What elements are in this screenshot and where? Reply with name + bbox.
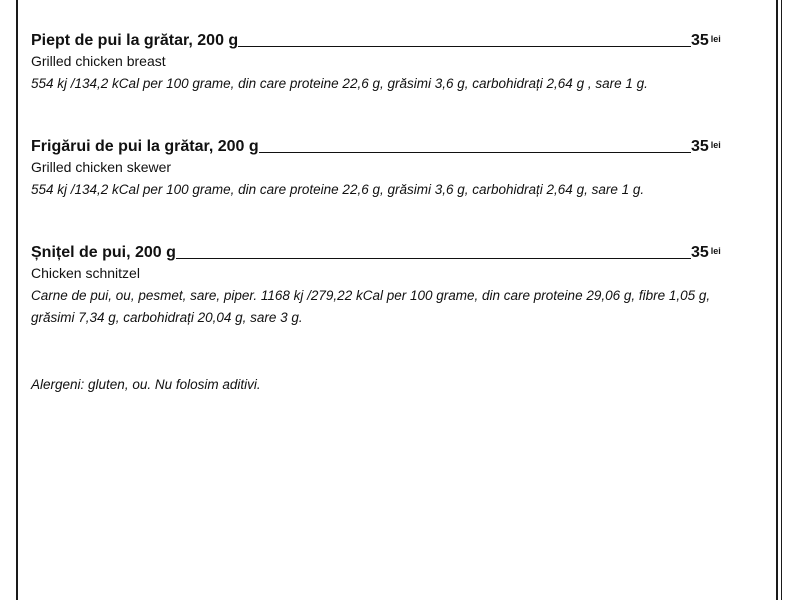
menu-item bbox=[31, 24, 761, 95]
menu-item-price: 35 bbox=[691, 32, 709, 49]
menu-item-currency: lei bbox=[710, 34, 721, 44]
dotted-leader-line bbox=[259, 151, 691, 153]
menu-item bbox=[31, 236, 761, 329]
menu-item-price: 35 bbox=[691, 244, 709, 261]
menu-item-nutrition: 554 kj /134,2 kCal per 100 grame, din care proteine 22,6 g, grăsimi 3,6 g, carbohidrați 2,64 g, sare 1 g. bbox=[31, 182, 645, 197]
menu-item-nutrition: 554 kj /134,2 kCal per 100 grame, din care proteine 22,6 g, grăsimi 3,6 g, carbohidrați 2,64 g , sare 1 g. bbox=[31, 76, 648, 91]
allergens-note: Alergeni: gluten, ou. Nu folosim aditivi. bbox=[31, 377, 261, 392]
dotted-leader-line bbox=[176, 257, 691, 259]
dotted-leader-line bbox=[238, 45, 691, 47]
menu-item-currency: lei bbox=[710, 140, 721, 150]
menu-item-english-name: Grilled chicken breast bbox=[31, 53, 166, 69]
price-box bbox=[691, 32, 761, 50]
page-border-left bbox=[16, 0, 18, 600]
menu-item-english-name: Chicken schnitzel bbox=[31, 265, 140, 281]
page-border-right bbox=[776, 0, 778, 600]
menu-item-price: 35 bbox=[691, 138, 709, 155]
menu-item-name: Piept de pui la grătar, 200 g bbox=[31, 32, 239, 49]
menu-item-title-line bbox=[31, 130, 761, 156]
menu-item-nutrition: Carne de pui, ou, pesmet, sare, piper. 1168 kj /279,22 kCal per 100 grame, din care proteine 29,06 g, fibre 1,05 g, grăsimi 7,34 g, carbohidrați 20,04 g, sare 3 g. bbox=[31, 288, 711, 325]
menu-item-name: Șnițel de pui, 200 g bbox=[31, 244, 176, 261]
page-border-right-outer bbox=[781, 0, 782, 600]
menu-item-currency: lei bbox=[710, 246, 721, 256]
menu-item-title-line bbox=[31, 236, 761, 262]
menu-item-title-line bbox=[31, 24, 761, 50]
price-box bbox=[691, 244, 761, 262]
menu-item-name: Frigărui de pui la grătar, 200 g bbox=[31, 138, 259, 155]
menu-item bbox=[31, 130, 761, 201]
menu-item-english-name: Grilled chicken skewer bbox=[31, 159, 172, 175]
price-box bbox=[691, 138, 761, 156]
